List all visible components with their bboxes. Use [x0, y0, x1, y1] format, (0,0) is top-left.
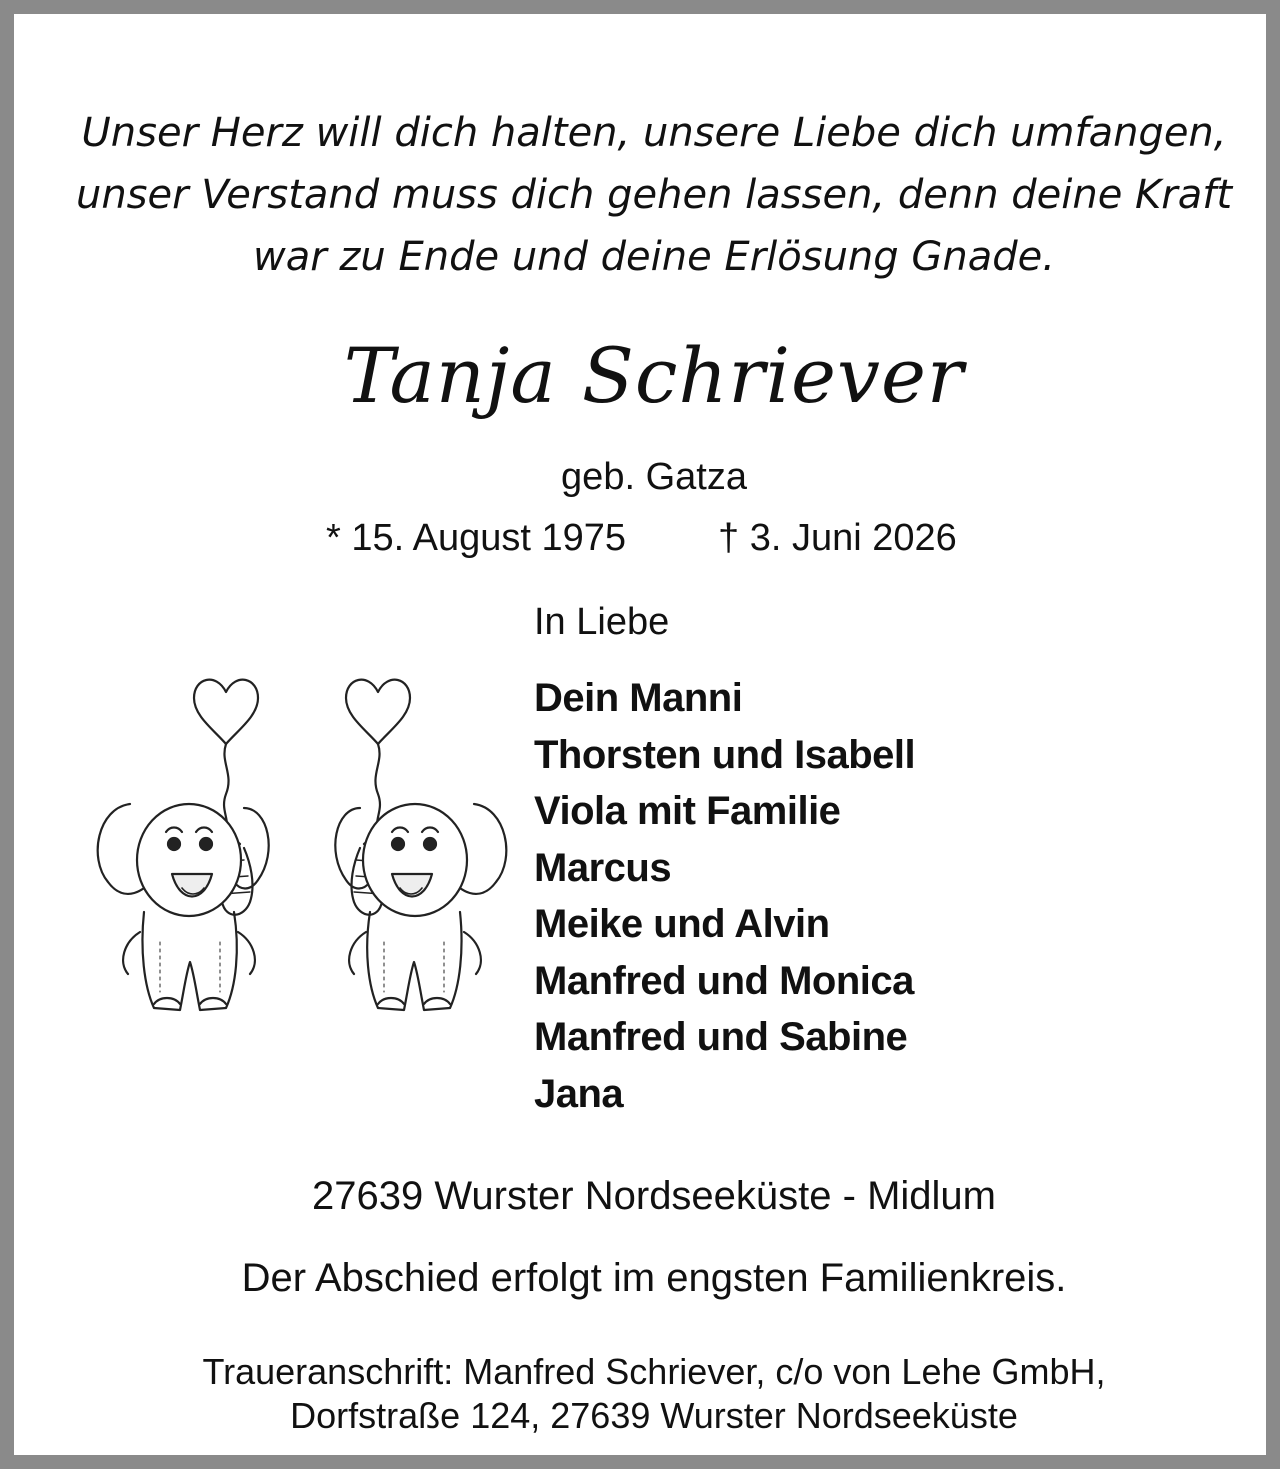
place: 27639 Wurster Nordseeküste - Midlum — [312, 1174, 996, 1218]
address-line: Traueranschrift: Manfred Schriever, c/o von Lehe GmbH, — [202, 1351, 1106, 1392]
verse-line: unser Verstand muss dich gehen lassen, denn deine Kraft — [75, 172, 1233, 218]
mourner: Thorsten und Isabell — [534, 732, 916, 777]
deceased-name: Tanja Schriever — [343, 331, 965, 420]
in-love-label: In Liebe — [534, 601, 670, 643]
mourners-list — [534, 670, 915, 1122]
verse-line: Unser Herz will dich halten, unsere Liebe dich umfangen, — [81, 110, 1227, 156]
elephant-with-heart-balloon-icon — [94, 612, 274, 1022]
verse-line: war zu Ende und deine Erlösung Gnade. — [253, 234, 1055, 280]
mourner: Marcus — [534, 845, 672, 890]
mourner: Manfred und Sabine — [534, 1015, 908, 1059]
life-dates — [314, 510, 1014, 566]
death-date: † 3. Juni 2026 — [718, 517, 957, 559]
birth-date: * 15. August 1975 — [326, 517, 627, 559]
farewell-note: Der Abschied erfolgt im engsten Familienkreis. — [241, 1256, 1067, 1300]
verse — [28, 102, 1280, 288]
address-line: Dorfstraße 124, 27639 Wurster Nordseeküste — [290, 1395, 1018, 1436]
mourner: Meike und Alvin — [534, 902, 830, 946]
mourner: Manfred und Monica — [534, 958, 914, 1003]
mourning-address — [28, 1350, 1280, 1438]
mourner: Dein Manni — [534, 676, 743, 720]
birth-name: geb. Gatza — [561, 456, 747, 498]
elephant-with-heart-balloon-icon — [330, 612, 510, 1022]
mourner: Jana — [534, 1071, 624, 1116]
mourner: Viola mit Familie — [534, 789, 841, 833]
